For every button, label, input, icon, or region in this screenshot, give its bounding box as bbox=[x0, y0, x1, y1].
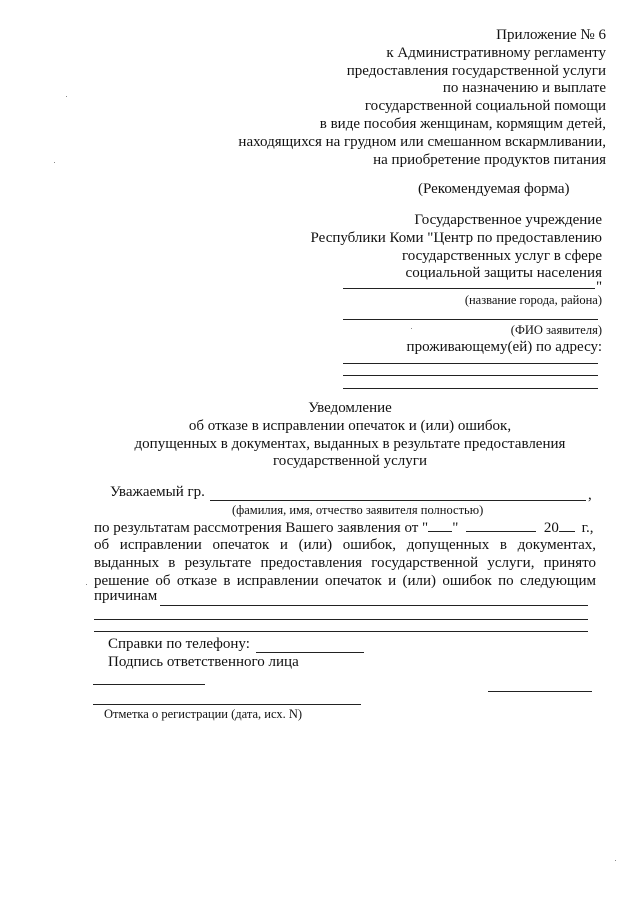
reasons-line-3 bbox=[94, 631, 588, 632]
scan-speck bbox=[615, 860, 616, 861]
addressee-line: государственных услуг в сфере bbox=[402, 247, 602, 264]
year-suffix: г., bbox=[581, 520, 594, 536]
notice-heading bbox=[60, 400, 640, 471]
scan-speck bbox=[66, 96, 67, 97]
year-blank bbox=[559, 519, 575, 532]
notice-subtitle-line: допущенных в документах, выданных в результате предоставления bbox=[134, 435, 566, 452]
closing-quote: " bbox=[596, 279, 603, 295]
appendix-line: в виде пособия женщинам, кормящим детей, bbox=[319, 115, 606, 132]
applicant-fullname-line bbox=[210, 500, 586, 501]
notice-title: Уведомление bbox=[308, 400, 392, 416]
appendix-line: предоставления государственной услуги bbox=[346, 62, 606, 79]
appendix-line: к Административному регламенту bbox=[386, 44, 606, 61]
notice-subtitle-line: об отказе в исправлении опечаток и (или) ошибок, bbox=[188, 417, 512, 434]
body-line-2: об исправлении опечаток и (или) ошибок, допущенных в документах, bbox=[94, 537, 596, 553]
city-line bbox=[343, 288, 595, 289]
signature-label: Подпись ответственного лица bbox=[108, 654, 299, 670]
body-line-1 bbox=[94, 519, 594, 537]
addressee-line: Республики Коми "Центр по предоставлению bbox=[310, 229, 602, 246]
reasons-line-1 bbox=[160, 605, 588, 606]
addressee-block bbox=[311, 212, 602, 283]
year-prefix: 20 bbox=[543, 520, 559, 536]
body-line-3: выданных в результате предоставления государственной услуги, принято bbox=[94, 555, 596, 571]
address-label: проживающему(ей) по адресу: bbox=[406, 339, 602, 355]
appendix-block bbox=[238, 27, 606, 169]
signature-line-left bbox=[93, 684, 205, 685]
body-line-4: решение об отказе в исправлении опечаток и (или) ошибок по следующим bbox=[94, 573, 596, 589]
appendix-line: находящихся на грудном или смешанном вскармливании, bbox=[238, 133, 606, 150]
applicant-caption: (ФИО заявителя) bbox=[510, 323, 602, 337]
day-closing-quote: " bbox=[452, 520, 459, 536]
signature-line-right bbox=[488, 691, 592, 692]
scan-speck bbox=[411, 328, 412, 329]
fullname-caption: (фамилия, имя, отчество заявителя полностью) bbox=[232, 503, 484, 517]
addressee-line: социальной защиты населения bbox=[405, 265, 602, 282]
appendix-line: по назначению и выплате bbox=[442, 80, 606, 97]
phone-line bbox=[256, 652, 364, 653]
scan-speck bbox=[86, 584, 87, 585]
appendix-line: государственной социальной помощи bbox=[364, 98, 606, 115]
registration-label: Отметка о регистрации (дата, исх. N) bbox=[104, 707, 303, 721]
applicant-name-line bbox=[343, 319, 598, 320]
greeting-comma: , bbox=[588, 487, 592, 503]
appendix-line: на приобретение продуктов питания bbox=[373, 151, 606, 168]
reasons-line-2 bbox=[94, 619, 588, 620]
form-note: (Рекомендуемая форма) bbox=[418, 181, 570, 197]
reasons-label: причинам bbox=[94, 588, 158, 604]
address-line-2 bbox=[343, 375, 598, 376]
body-line-1-text: по результатам рассмотрения Вашего заявления от " bbox=[94, 520, 429, 536]
addressee-line: Государственное учреждение bbox=[414, 212, 602, 228]
day-blank bbox=[428, 519, 452, 532]
address-line-1 bbox=[343, 363, 598, 364]
phone-label: Справки по телефону: bbox=[108, 636, 250, 652]
registration-line bbox=[93, 704, 361, 705]
greeting: Уважаемый гр. bbox=[110, 484, 205, 500]
city-caption: (название города, района) bbox=[464, 293, 602, 307]
address-line-3 bbox=[343, 388, 598, 389]
appendix-line: Приложение № 6 bbox=[496, 27, 606, 43]
month-blank bbox=[466, 519, 536, 532]
notice-subtitle-line: государственной услуги bbox=[273, 453, 427, 470]
scan-speck bbox=[54, 162, 55, 163]
